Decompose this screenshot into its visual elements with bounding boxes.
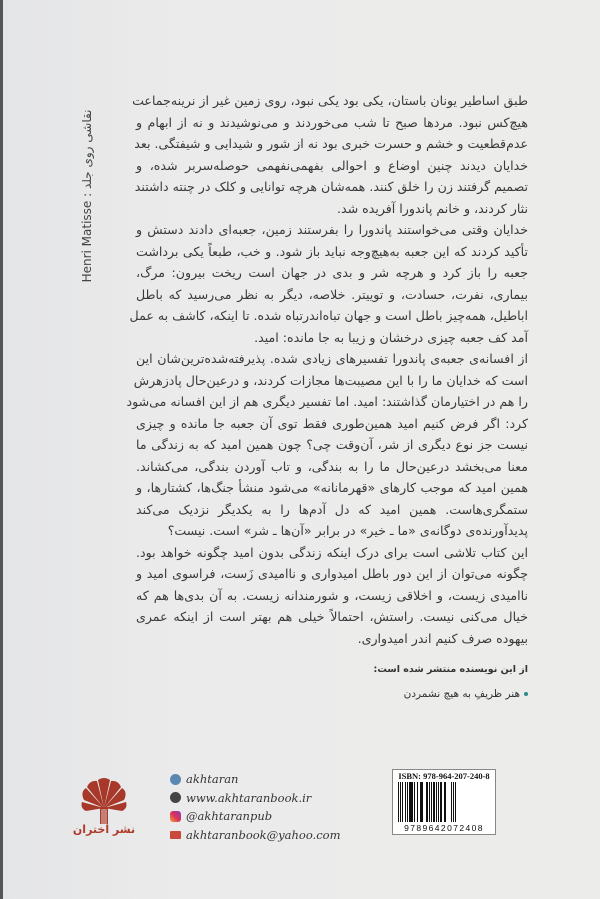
contact-telegram[interactable]: akhtaran [170, 770, 340, 789]
also-by-heading: از این نویسنده منتشر شده است: [373, 664, 528, 675]
blurb-line: بیهوده صرف کنیم اندر امیدواری. [357, 630, 528, 646]
blurb-line: است که خدایان ما را با این مصیبت‌ها مجازات کردند، و درعین‌حال پادزهرش [133, 372, 528, 388]
blurb-line: بیماری، نفرت، حسادت، و توییتر. خلاصه، دیگر به نظر می‌رسید که باطل [136, 286, 528, 302]
blurb-line: چگونه می‌توان از این دور باطل امیدواری و ناامیدی زَست، فراسوی امید و [136, 566, 528, 581]
isbn-label: ISBN: 978-964-207-240-8 [398, 771, 490, 781]
blurb-line: خدایان وقتی می‌خواستند پاندورا را بفرستند زمین، جعبه‌ای دادند دستش و [136, 222, 528, 237]
blurb-line: این کتاب تلاشی است برای درک اینکه زندگی بدون امید چگونه خواهد بود. [136, 544, 528, 560]
also-by-item: هنر ظریفِ به هیچ نشمردن [404, 688, 528, 700]
barcode-bar [456, 782, 457, 822]
cover-art-credit: Henri Matisse : نقاشی روی جلد [80, 109, 94, 283]
blurb-line: هیچ‌کس نبود. مردها صبح تا شب می‌خوردند و می‌نوشیدند و نه از ابهام و [136, 114, 528, 130]
blurb-text [126, 90, 528, 649]
blurb-line: را هم در اختیارمان گذاشتند: امید. اما تفسیر دیگری هم از این افسانه می‌شود [126, 394, 528, 409]
instagram-icon [170, 811, 181, 822]
blurb-line: همین امید که موجب کارهای «قهرمانانه» می‌شود منشأ جنگ‌ها، کشتارها، و [136, 480, 528, 495]
blurb-line: تأکید کردند که این جعبه به‌هیچ‌وجه نباید باز شود. و خب، طبعاً یکی برداشت [136, 243, 528, 259]
publisher-name: نشر اختران [72, 823, 136, 836]
mail-icon [170, 831, 181, 839]
blurb-line: از افسانه‌ی جعبه‌ی پاندورا تفسیرهای زیادی شده. پذیرفته‌شده‌ترین‌شان این [136, 351, 528, 366]
contact-website[interactable]: www.akhtaranbook.ir [170, 789, 340, 808]
blurb-line: جعبه را باز کرد و هرچه شر و بدی در جهان است ریخت بیرون: مرگ، [136, 265, 528, 280]
contact-instagram[interactable]: @akhtaranpub [170, 807, 340, 826]
blurb-line: تصمیم گرفتند زن را خلق کنند. همه‌شان هرچه توانایی و کلک در چنته داشتند [134, 179, 528, 194]
blurb-line: کرد: اگر فرض کنیم امید همین‌طوری فقط توی آن جعبه جا مانده و چیزی [136, 415, 528, 431]
blurb-line: خدایان دیدند چنین اوضاع و احوالی بفهمی‌نفهمی حوصله‌سربر شده، و [136, 157, 528, 173]
blurb-line: نیست جز نوع دیگری از شر، آن‌وقت چی؟ چون همین امید که به زندگی ما [136, 437, 528, 452]
publisher-logo [78, 778, 130, 826]
blurb-line: نثار کردند، و خانم پاندورا آفریده شد. [336, 200, 528, 216]
bullet-icon [524, 692, 528, 696]
blurb-line: طبق اساطیر یونان باستان، یکی بود یکی نبود، روی زمین غیر از نرینه‌جماعت [132, 93, 528, 108]
blurb-line: خیال می‌کنی نیست. راستش، احتمالاً خیلی هم بهتر است از اینکه عمری [136, 609, 528, 624]
blurb-line: ستمگری‌هاست. همین امید که دل آدم‌ها را به یکدیگر نزدیک می‌کند [136, 501, 528, 517]
globe-icon [170, 792, 181, 803]
telegram-icon [170, 774, 181, 785]
blurb-line: پدیدآورنده‌ی دوگانه‌ی «ما ـ خیر» در برابر «آن‌ها ـ شر» است. نیست؟ [167, 523, 528, 538]
blurb-line: معنا می‌بخشد درعین‌حال ما را به بندگی، و تاب آوردن بندگی، می‌کشاند. [136, 458, 528, 474]
publisher-contacts [170, 770, 340, 844]
contact-email[interactable]: akhtaranbook@yahoo.com [170, 826, 340, 845]
scan-edge [0, 0, 3, 899]
barcode-number: 9789642072408 [393, 823, 495, 833]
blurb-line: اباطیل، همه‌چیز باطل است و جهان تباه‌اندرتباه شده. تا اینکه، کاشف به عمل [129, 308, 528, 323]
blurb-line: ناامیدی زیست، و اخلاقی زیست، و شورمندانه زیست. به آن بدی‌ها هم که [136, 587, 528, 603]
blurb-line: عدم‌قطعیت و خشم و حسرت خبری بود نه از شور و شیدایی و شیفتگی. بعد [134, 136, 528, 151]
isbn-barcode [392, 769, 496, 835]
barcode-bars [398, 782, 490, 822]
blurb-line: آمد کف جعبه چیزی درخشان و زیبا به جا مانده: امید. [254, 329, 528, 345]
